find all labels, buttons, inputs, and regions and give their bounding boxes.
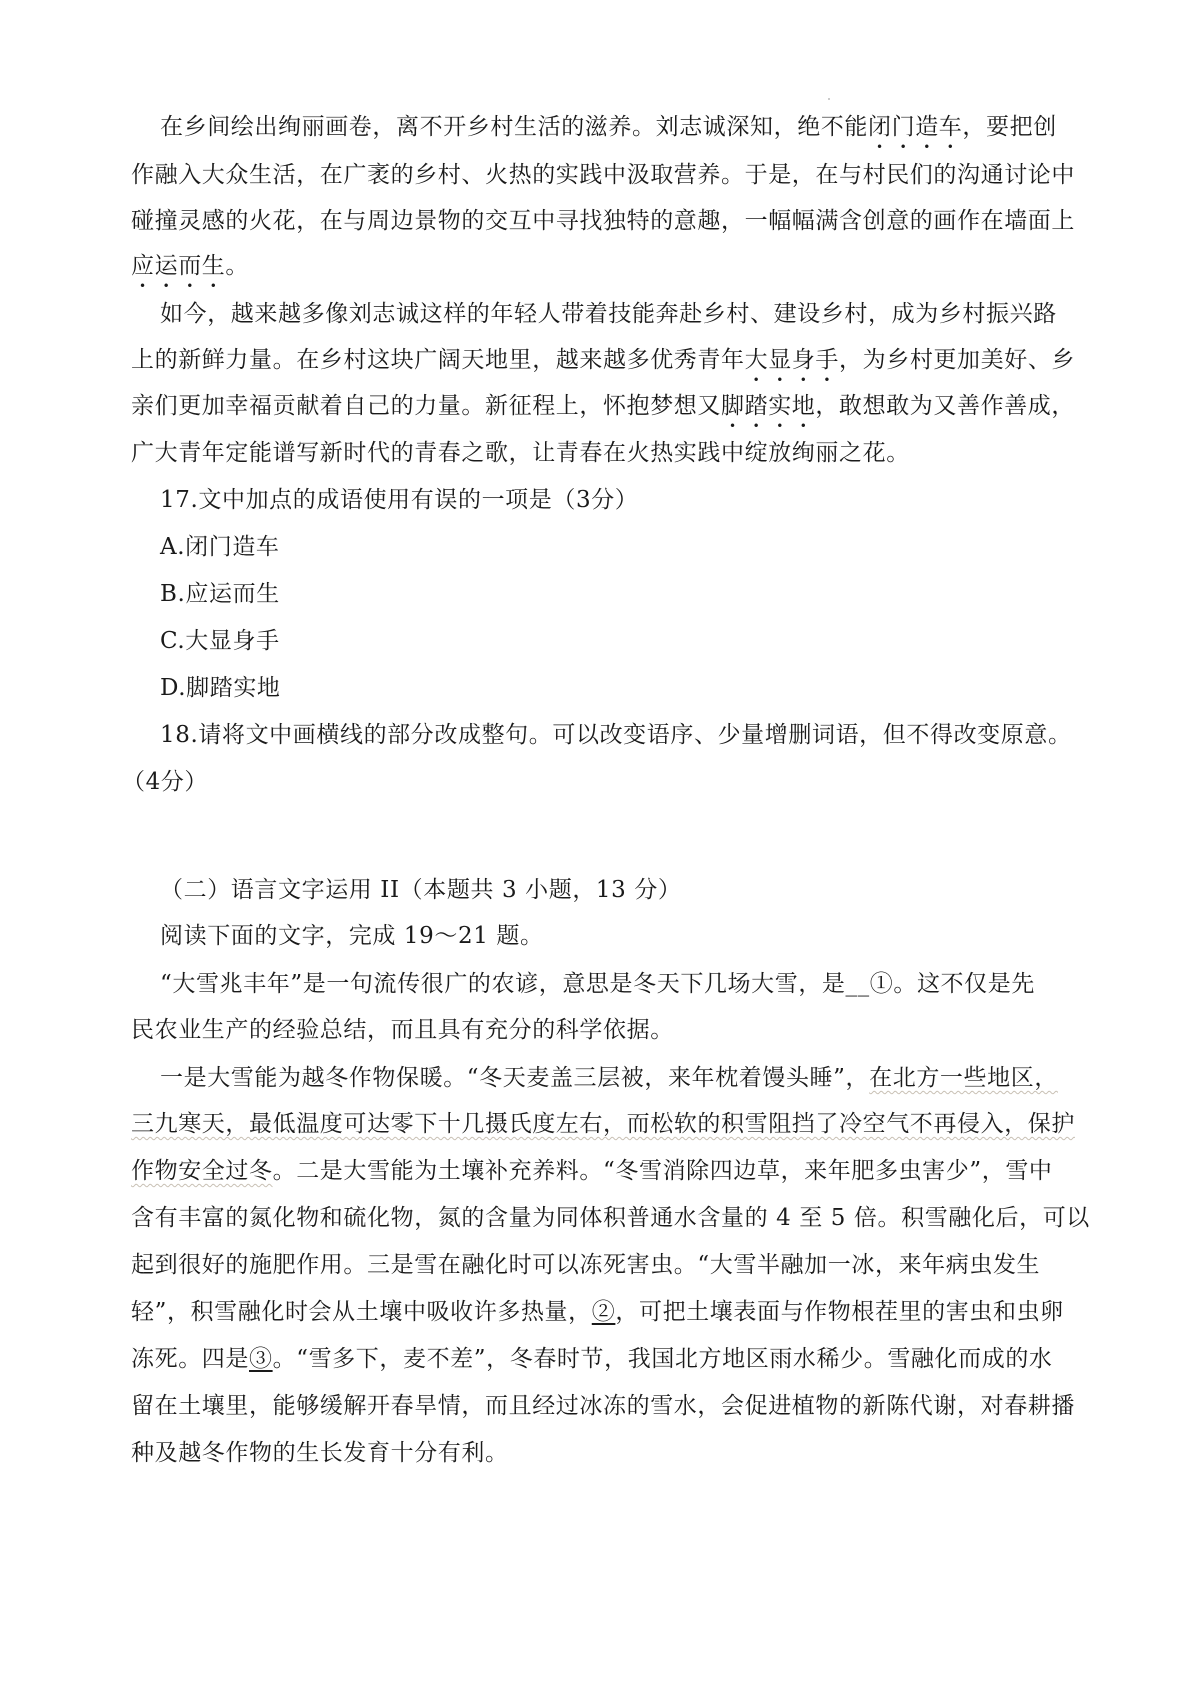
passage1-p1-line3: 碰撞灵感的火花，在与周边景物的交互中寻找独特的意趣，一幅幅满含创意的画作在墙面上	[131, 208, 1075, 234]
blank-2: ②	[591, 1299, 616, 1325]
passage2-p2-line3	[131, 1157, 1053, 1185]
text-run: 一是大雪能为越冬作物保暖。“冬天麦盖三层被，来年枕着馒头睡”，	[160, 1065, 870, 1091]
passage2-p1-line2: 民农业生产的经验总结，而且具有充分的科学依据。	[131, 1017, 674, 1043]
q17-stem: 17.文中加点的成语使用有误的一项是（3分）	[160, 487, 639, 513]
passage2-p2-line8: 留在土壤里，能够缓解开春旱情，而且经过冰冻的雪水，会促进植物的新陈代谢，对春耕播	[131, 1393, 1075, 1419]
text-run: 冻死。四是	[131, 1346, 249, 1372]
passage1-p1-line2: 作融入大众生活，在广袤的乡村、火热的实践中汲取营养。于是，在与村民们的沟通讨论中	[131, 162, 1075, 188]
q17-option-b: B.应运而生	[160, 581, 280, 607]
passage2-p2-line9: 种及越冬作物的生长发育十分有利。	[131, 1440, 509, 1466]
q18-stem: 18.请将文中画横线的部分改成整句。可以改变语序、少量增删词语，但不得改变原意。	[160, 722, 1072, 748]
passage2-p2-line2	[131, 1110, 1075, 1138]
dotted-idiom-jiaotashidi: 脚踏实地	[721, 393, 816, 419]
passage1-p1-line1	[160, 113, 1057, 154]
underlined-sentence: 作物安全过冬	[131, 1158, 273, 1184]
passage2-p2-line6	[131, 1298, 1064, 1326]
passage1-p2-line4: 广大青年定能谱写新时代的青春之歌，让青春在火热实践中绽放绚丽之花。	[131, 440, 910, 466]
q17-option-a: A.闭门造车	[160, 534, 280, 560]
underlined-sentence: 三九寒天，最低温度可达零下十几摄氏度左右，而松软的积雪阻挡了冷空气不再侵入，保护	[131, 1111, 1075, 1137]
dotted-idiom-bimenzaoche: 闭门造车	[868, 114, 963, 140]
text-run: 。	[225, 253, 250, 279]
text-run: “大雪兆丰年”是一句流传很广的农谚，意思是冬天下几场大雪，是	[160, 971, 846, 997]
passage1-p2-line1: 如今，越来越多像刘志诚这样的年轻人带着技能奔赴乡村、建设乡村，成为乡村振兴路	[160, 301, 1057, 327]
q17-option-c: C.大显身手	[160, 628, 280, 654]
text-run: ，敢想敢为又善作善成，	[815, 393, 1076, 419]
blank-1: __①	[845, 971, 894, 997]
text-run: 在乡间绘出绚丽画卷，离不开乡村生活的滋养。刘志诚深知，绝不能	[160, 114, 868, 140]
dotted-idiom-yingyunersheng: 应运而生	[131, 253, 226, 279]
text-run: 。这不仅是先	[893, 971, 1035, 997]
text-run: ，要把创	[962, 114, 1057, 140]
passage2-p2-line5: 起到很好的施肥作用。三是雪在融化时可以冻死害虫。“大雪半融加一冰，来年病虫发生	[131, 1252, 1041, 1278]
text-run: 轻”，积雪融化时会从土壤中吸收许多热量，	[131, 1299, 592, 1325]
passage2-p2-line1	[160, 1064, 1058, 1092]
text-run: 。“雪多下，麦不差”，冬春时节，我国北方地区雨水稀少。雪融化而成的水	[272, 1346, 1053, 1372]
passage1-p2-line3	[131, 392, 1075, 433]
section2-instruction: 阅读下面的文字，完成 19～21 题。	[160, 923, 544, 949]
q17-option-d: D.脚踏实地	[160, 675, 281, 701]
passage2-p2-line4: 含有丰富的氮化物和硫化物，氮的含量为同体积普通水含量的 4 至 5 倍。积雪融化后，可以	[131, 1205, 1090, 1231]
passage1-p1-line4	[131, 252, 249, 293]
text-run: 上的新鲜力量。在乡村这块广阔天地里，越来越多优秀青年	[131, 347, 745, 373]
dotted-idiom-daxianshenshou: 大显身手	[744, 347, 840, 373]
section2-heading: （二）语言文字运用 II（本题共 3 小题，13 分）	[160, 877, 682, 903]
blank-3: ③	[249, 1346, 273, 1372]
underlined-sentence: 在北方一些地区，	[869, 1065, 1058, 1091]
passage2-p2-line7	[131, 1345, 1053, 1373]
text-run: ，为乡村更加美好、乡	[839, 347, 1076, 373]
scan-speck	[828, 98, 830, 100]
passage1-p2-line2	[131, 346, 1075, 387]
passage2-p1-line1	[160, 970, 1035, 998]
text-run: ，可把土壤表面与作物根茬里的害虫和虫卵	[615, 1299, 1064, 1325]
text-run: 亲们更加幸福贡献着自己的力量。新征程上，怀抱梦想又	[131, 393, 721, 419]
text-run: 。二是大雪能为土壤补充养料。“冬雪消除四边草，来年肥多虫害少”，雪中	[272, 1158, 1053, 1184]
q18-score: （4分）	[122, 769, 209, 795]
